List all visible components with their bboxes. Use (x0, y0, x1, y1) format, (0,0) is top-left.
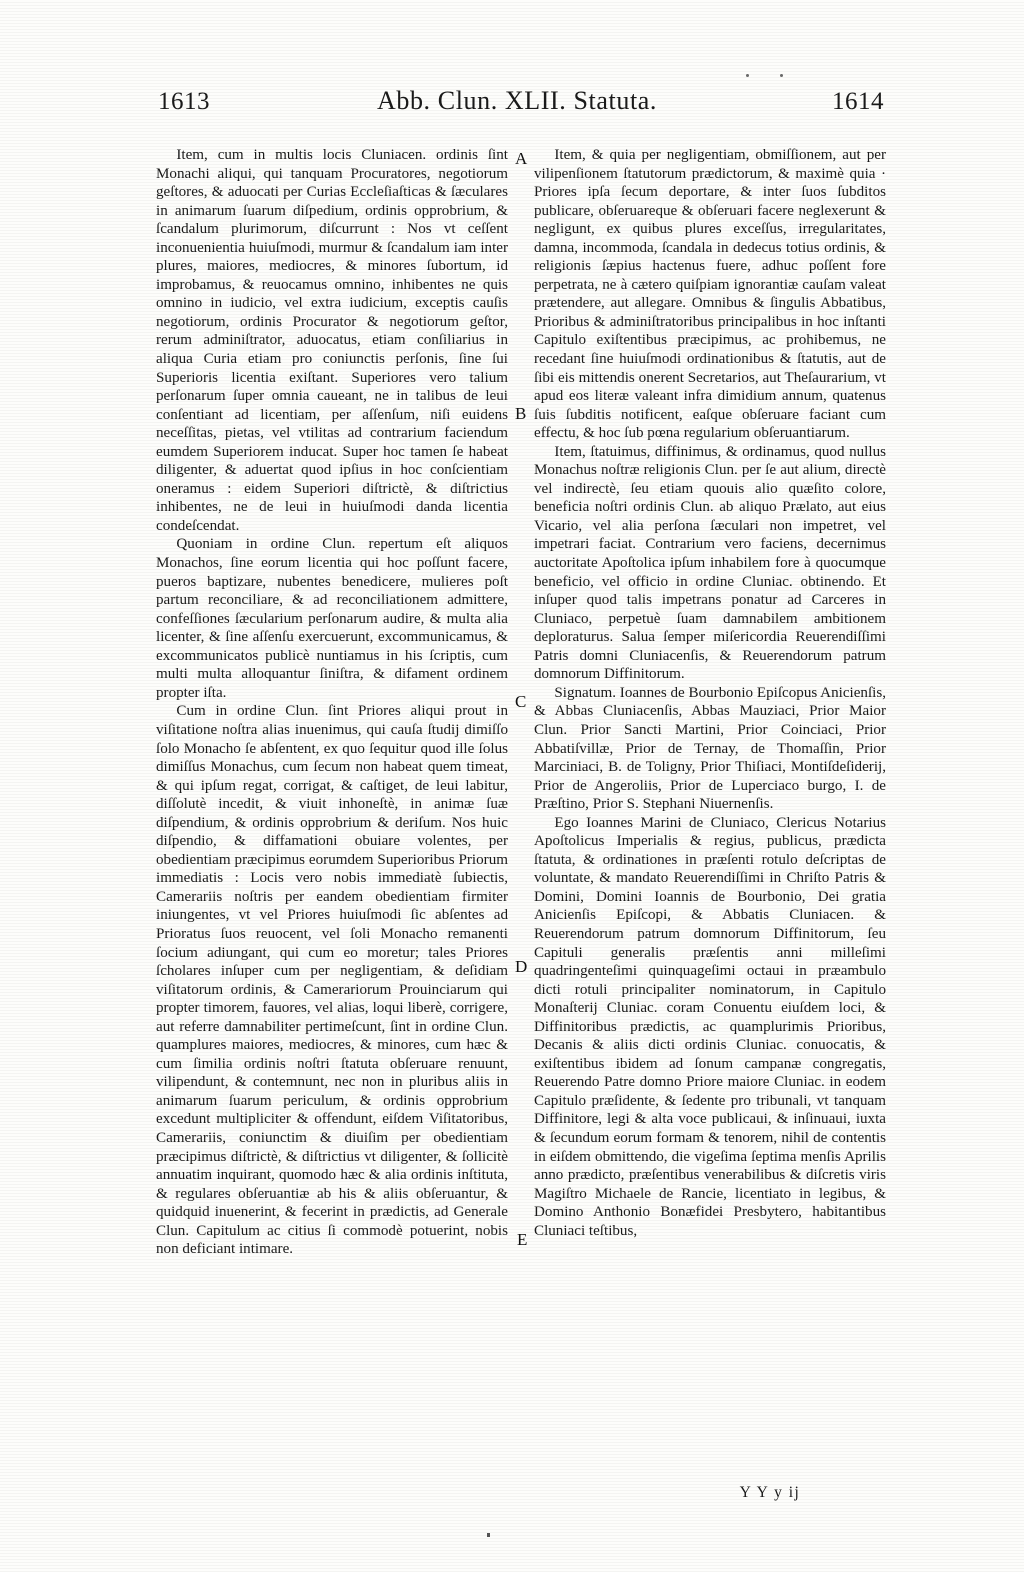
margin-marker-b: B (515, 404, 527, 423)
margin-marker-c: C (515, 692, 527, 711)
margin-marker-e: E (517, 1230, 528, 1249)
left-text-column (156, 146, 508, 1259)
paragraph: Signatum. Ioannes de Bourbonio Epiſcopus Anicienſis, & Abbas Cluniacenſis, Abbas Mauziaci, Prior Maior Clun. Prior Sancti Martini, Prior Coinciaci, Prior Abbatiſvillæ, Prior de Ternay, de Thomaſſin, Prior Marciniaci, B. de Toligny, Prior Thiſiaci, Montiſdeſiderij, Prior de Angeroliis, Prior de Luperciaco burgo, I. de Præſtino, Prior S. Stephani Niuernenſis. (534, 684, 886, 813)
paragraph: Item, ſtatuimus, diffinimus, & ordinamus, quod nullus Monachus noſtræ religionis Clun. per ſe aut alium, directè vel indirectè, ſeu etiam quouis alio quæſito colore, beneficia noſtri ordinis Clun. ab aliquo Prælato, aut eius Vicario, vel alia perſona ſæculari non impetret, vel impetrari faciat. Contrarium vero faciens, decernimus auctoritate Apoſtolica ipſum inhabilem fore à quocumque beneficio, vel officio in ordine Cluniac. obtinendo. Et inſuper quod talis impetrans ponatur ad Carceres in Cluniaco, perpetuè ſuam damnabilem ambitionem deploraturus. Salua ſemper miſericordia Reuerendiſſimi Patris domni Cluniacenſis, & Reuerendorum patrum domnorum Diffinitorum. (534, 443, 886, 683)
scan-artifact-dot (746, 74, 749, 77)
page-title: Abb. Clun. XLII. Statuta. (376, 86, 658, 115)
running-head (150, 88, 884, 128)
folio-number-left: 1613 (158, 88, 210, 115)
signature-mark: Y Y y ij (739, 1484, 801, 1501)
paragraph: Cum in ordine Clun. ſint Priores aliqui prout in viſitatione noſtra alias inuenimus, qui cauſa ſtudij dimiſſo ſolo Monacho ſe abſentent, ex quo ſequitur quod ille ſolus dimiſſus Monachus, cum ſecum non habeat quem timeat, & qui ipſum regat, corrigat, & caſtiget, de leui labitur, diſſolutè incedit, & viuit inhoneſtè, in animæ ſuæ diſpendium, & ordinis opprobrium & deriſum. Nos huic diſpendio, & diffamationi obuiare volentes, per obedientiam præcipimus eorumdem Superioribus Priorum immediatis : Locis vero nobis immediatè ſubiectis, Camerariis noſtris per eandem obedientiam firmiter iniungentes, vt vel Priores huiuſmodi ſic abſentes ad Prioratus ſuos reuocent, vel ſoli Monacho remanenti ſocium adiungant, qui cum eo moretur; tales Priores ſcholares inſuper cum per negligentiam, & deſidiam viſitatorum ordinis, & Camerariorum Prouinciarum qui propter timorem, fauores, vel alias, loqui liberè, corrigere, aut referre damnabiliter pertimeſcunt, ſint in ordine Clun. quamplures maiores, mediocres, & minores, cum hæc & cum ſimilia ordinis noſtri ſtatuta obſeruare renuunt, vilipendunt, & contemnunt, nec non in pluribus aliis in animarum ſuarum periculum, & ordinis opprobrium excedunt multipliciter & offendunt, eiſdem Viſitatoribus, Camerariis, coniunctim & diuiſim per obedientiam præcipimus diſtrictè, & diſtrictius vt diligenter, & ſollicitè annuatim inquirant, quomodo hæc & alia ordinis inſtituta, & regulares obſeruantiæ ab his & aliis obſeruantur, & quidquid inuenerint, & fecerint in prædictis, ad Generale Clun. Capitulum ac citius ſi commodè potuerint, nobis non deficiant intimare. (156, 703, 508, 1258)
paragraph: Item, & quia per negligentiam, obmiſſionem, aut per vilipenſionem ſtatutorum prædictorum, & maximè quia · Priores ipſa ſecum deportare, & inter ſuos ſubditos publicare, obſeruareque & obſeruari facere neglexerunt & negligunt, ex quibus plures exceſſus, irregularitates, damna, incommoda, ſcandala in dedecus totius ordinis, & religionis ſæpius hactenus fuere, adhuc poſſent fore perpetrata, ne à cætero quiſpiam ignorantiæ cauſam valeat prætendere, aut allegare. Omnibus & ſingulis Abbatibus, Prioribus & adminiſtratoribus principalibus in hoc inſtanti Capitulo exiſtentibus præcipimus, ac prohibemus, ne recedant ſine huiuſmodi ordinationibus & ſtatutis, aut de ſibi eis mittendis onerent Secretarios, aut Theſaurarium, vt apud eos literæ valeant infra dimidium annum, quatenus ſuis ſubditis notificent, eaſque obſeruare faciant cum effectu, & hoc ſub pœna regularium obſeruantiarum. (534, 147, 886, 442)
margin-marker-a: A (515, 149, 528, 168)
paragraph: Quoniam in ordine Clun. repertum eſt aliquos Monachos, ſine eorum licentia qui hoc poſſunt facere, pueros baptizare, nubentes benedicere, mulieres poſt partum reconciliare, & ad reconciliationem admittere, confeſſiones ſæcularium perſonarum audire, & multa alia licenter, & ſine aſſenſu exercuerunt, excommunicamus, & excommunicatos publicè nuntiamus in his ſcriptis, cum multi multa alloquantur ſiniſtra, & difament ordinem propter iſta. (156, 536, 508, 701)
paragraph: Ego Ioannes Marini de Cluniaco, Clericus Notarius Apoſtolicus Imperialis & regius, publicus, prædicta ſtatuta, & ordinationes in præſenti rotulo deſcriptas de voluntate, & mandato Reuerendiſſimi in Chriſto Patris & Domini, Domini Ioannis de Bourbonio, Dei gratia Anicienſis Epiſcopi, & Abbatis Cluniacen. & Reuerendorum patrum domnorum Diffinitorum, ſeu Capituli generalis præſentis anni milleſimi quadringenteſimi quinquageſimi octaui in præambulo dicti rotuli principaliter nominatorum, in Capitulo Monaſterij Cluniac. coram Conuentu eiuſdem loci, & Diffinitoribus prædictis, ac quamplurimis Prioribus, Decanis & aliis dicti ordinis Cluniac. conuocatis, & exiſtentibus ibidem ad ſonum campanæ congregatis, Reuerendo Patre domno Priore maiore Cluniac. in eodem Capitulo præſidente, & ſedente pro tribunali, vt tanquam Diffinitore, legi & alta voce publicaui, & inſinuaui, iuxta & ſecundum eorum formam & tenorem, nihil de contentis in eiſdem obmittendo, die vigeſima ſeptima menſis Aprilis anno prædicto, præſentibus venerabilibus & diſcretis viris Magiſtro Michaele de Rancie, licentiato in legibus, & Domino Anthonio Bonæfidei Presbytero, habitantibus Cluniaci teſtibus, (534, 814, 886, 1239)
signature-mark-line (534, 1484, 886, 1502)
margin-marker-d: D (515, 957, 528, 976)
scan-artifact-dot (780, 74, 783, 77)
paragraph: Item, cum in multis locis Cluniacen. ordinis ſint Monachi aliqui, qui tanquam Procuratores, negotiorum geſtores, & aduocati per Curias Eccleſiaſticas & ſæculares in animarum ſuarum diſpedium, ordinis opprobrium, & ſcandalum plurimorum, diſcurrunt : Nos vt ceſſent inconuenientia huiuſmodi, murmur & ſcandalum iam inter plures, maiores, mediocres, & minores ſubortum, id improbamus, & reuocamus omnino, inhibentes ne quis omnino in iudicio, vel extra iudicium, exceptis cauſis negotiorum, ordinis Procurator & negotiorum geſtor, rerum adminiſtrator, aduocatus, etiam conſiliarius in aliqua Curia etiam pro coniunctis perſonis, ſine ſui Superioris licentia exiſtant. Superiores vero talium perſonarum ſuper omnia caueant, ne in talibus de leui conſentiant ad licentiam, per aſſenſum, niſi euidens neceſſitas, pietas, vel vtilitas ad contrarium faciendum eumdem Superiorem inducat. Super hoc tamen ſe habeat diligenter, & aduertat quod ipſius in hoc conſcientiam oneramus : eidem Superiori diſtrictè, & diſtrictius inhibentes, ne de leui in huiuſmodi danda licentia condeſcendat. (156, 147, 508, 534)
right-text-column (534, 146, 886, 1240)
scan-artifact-dot (487, 1533, 490, 1537)
folio-number-right: 1614 (832, 88, 884, 115)
